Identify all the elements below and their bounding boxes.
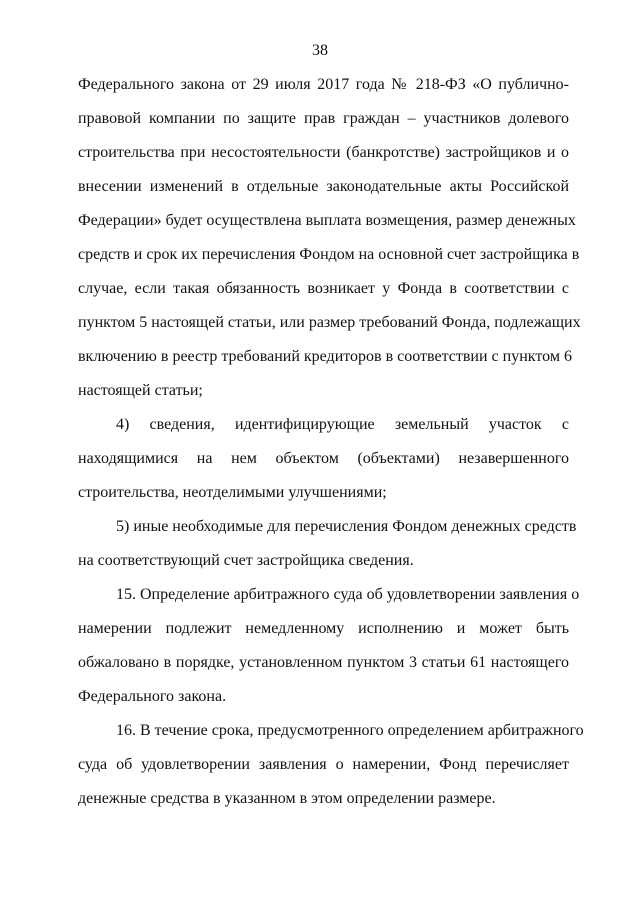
text-line: средств и срок их перечисления Фондом на основной счет застройщика в <box>78 246 580 263</box>
paragraph <box>78 408 569 510</box>
text-line: правовой компании по защите прав граждан – участников долевого <box>78 110 569 127</box>
document-body <box>78 68 584 816</box>
text-line: Федерального закона от 29 июля 2017 года № 218-ФЗ «О публично- <box>78 76 569 93</box>
page-number: 38 <box>312 42 328 59</box>
paragraph <box>78 510 577 578</box>
text-line: настоящей статьи; <box>78 382 203 399</box>
text-line: 15. Определение арбитражного суда об удовлетворении заявления о <box>116 586 580 603</box>
text-line: случае, если такая обязанность возникает у Фонда в соответствии с <box>78 280 569 297</box>
text-line: 4) сведения, идентифицирующие земельный участок с <box>116 416 569 433</box>
text-line: пунктом 5 настоящей статьи, или размер требований Фонда, подлежащих <box>78 314 581 331</box>
text-line: 5) иные необходимые для перечисления Фондом денежных средств <box>116 518 577 535</box>
text-line: Федерации» будет осуществлена выплата возмещения, размер денежных <box>78 212 576 229</box>
text-line: денежные средства в указанном в этом определении размере. <box>78 790 496 807</box>
paragraph <box>78 714 584 816</box>
text-line: включению в реестр требований кредиторов в соответствии с пунктом 6 <box>78 348 572 365</box>
text-line: строительства при несостоятельности (банкротстве) застройщиков и о <box>78 144 569 161</box>
text-line: суда об удовлетворении заявления о намерении, Фонд перечисляет <box>78 756 569 773</box>
text-line: намерении подлежит немедленному исполнению и может быть <box>78 620 569 637</box>
text-line: находящимися на нем объектом (объектами) незавершенного <box>78 450 569 467</box>
paragraph <box>78 68 581 408</box>
text-line: строительства, неотделимыми улучшениями; <box>78 484 387 501</box>
text-line: 16. В течение срока, предусмотренного определением арбитражного <box>116 722 584 739</box>
text-line: на соответствующий счет застройщика сведения. <box>78 552 414 569</box>
text-line: обжаловано в порядке, установленном пунктом 3 статьи 61 настоящего <box>78 654 569 671</box>
text-line: Федерального закона. <box>78 688 227 705</box>
paragraph <box>78 578 580 714</box>
text-line: внесении изменений в отдельные законодательные акты Российской <box>78 178 569 195</box>
